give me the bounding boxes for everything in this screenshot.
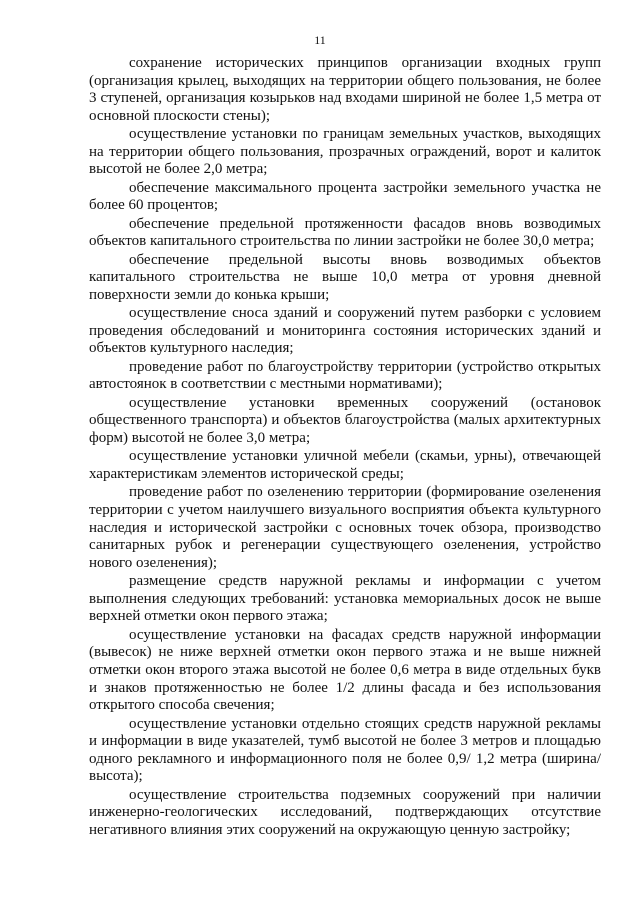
paragraph: осуществление установки временных сооружений (остановок общественного транспорта) и объектов благоустройства (малых архитектурных форм) высотой не более 3,0 метра; <box>89 394 601 447</box>
document-body <box>89 55 601 840</box>
paragraph: осуществление установки уличной мебели (скамьи, урны), отвечающей характеристикам элементов исторической среды; <box>89 448 601 483</box>
paragraph: проведение работ по озеленению территории (формирование озеленения территории с учетом наилучшего визуального восприятия объекта культурного наследия и исторической застройки с основных точек обзора, производство санитарных рубок и регенерации существующего озеленения, устройство нового озеленения); <box>89 484 601 571</box>
paragraph: осуществление установки отдельно стоящих средств наружной рекламы и информации в виде указателей, тумб высотой не более 3 метров и площадью одного рекламного и информационного поля не более 0,9/ 1,2 метра (ширина/высота); <box>89 715 601 785</box>
paragraph: осуществление установки на фасадах средств наружной информации (вывесок) не ниже верхней отметки окон первого этажа и не выше нижней отметки окон второго этажа высотой не более 0,6 метра в виде отдельных букв и знаков протяженностью не более 1/2 длины фасада и без использования открытого способа свечения; <box>89 626 601 714</box>
paragraph: обеспечение предельной высоты вновь возводимых объектов капитального строительства не выше 10,0 метра от уровня дневной поверхности земли до конька крыши; <box>89 251 601 303</box>
paragraph: осуществление сноса зданий и сооружений путем разборки с условием проведения обследований и мониторинга состояния исторических зданий и объектов культурного наследия; <box>89 305 601 357</box>
paragraph: размещение средств наружной рекламы и информации с учетом выполнения следующих требований: установка мемориальных досок не выше верхней отметки окон первого этажа; <box>89 573 601 625</box>
paragraph: сохранение исторических принципов организации входных групп (организация крылец, выходящих на территории общего пользования, не более 3 ступеней, организация козырьков над входами шириной не более 1,5 метра от основной плоскости стены); <box>89 55 601 124</box>
paragraph: проведение работ по благоустройству территории (устройство открытых автостоянок в соответствии с местными нормативами); <box>89 358 601 393</box>
paragraph: осуществление установки по границам земельных участков, выходящих на территории общего пользования, прозрачных ограждений, ворот и калиток высотой не более 2,0 метра; <box>89 126 601 178</box>
paragraph: обеспечение предельной протяженности фасадов вновь возводимых объектов капитального строительства по линии застройки не более 30,0 метра; <box>89 215 601 250</box>
paragraph: осуществление строительства подземных сооружений при наличии инженерно-геологических исследований, подтверждающих отсутствие негативного влияния этих сооружений на окружающую ценную застройку; <box>89 786 601 838</box>
paragraph: обеспечение максимального процента застройки земельного участка не более 60 процентов; <box>89 179 601 214</box>
page-number: 11 <box>314 33 326 47</box>
